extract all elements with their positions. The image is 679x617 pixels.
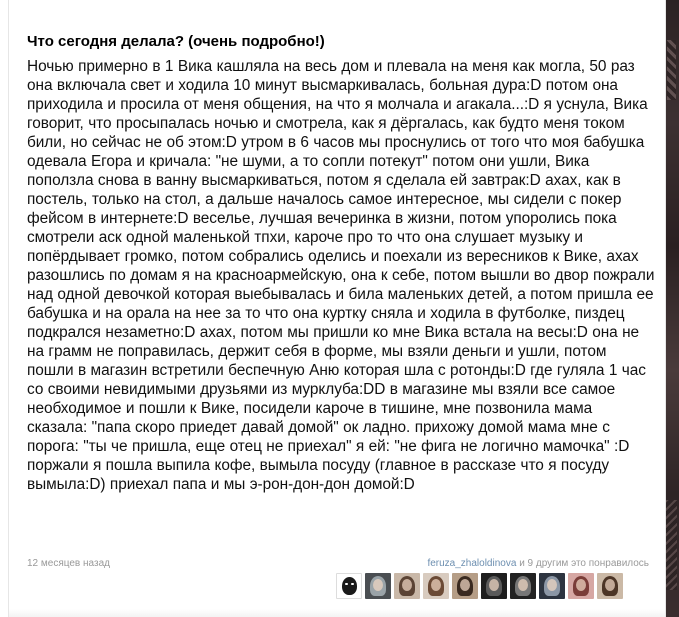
likes-others-text[interactable]: и 9 другим это понравилось — [519, 558, 649, 569]
avatar-9[interactable] — [568, 573, 594, 599]
avatar-face — [605, 579, 615, 591]
card-bottom-edge — [9, 609, 665, 617]
avatar-6[interactable] — [481, 573, 507, 599]
avatar-face — [518, 579, 528, 591]
liker-username-link[interactable]: feruza_zhaloldinova — [427, 558, 517, 569]
avatar-face — [576, 579, 586, 591]
avatar-5[interactable] — [452, 573, 478, 599]
avatar-face — [373, 579, 383, 591]
post-timestamp[interactable]: 12 месяцев назад — [27, 558, 110, 569]
question-title: Что сегодня делала? (очень подробно!) — [27, 33, 325, 50]
avatar-10[interactable] — [597, 573, 623, 599]
background-photo-strip — [664, 0, 679, 617]
avatar-face — [431, 579, 441, 591]
guy-fawkes-mask-icon — [342, 577, 357, 595]
avatar-face — [460, 579, 470, 591]
avatar-face — [547, 579, 557, 591]
avatar-face — [489, 579, 499, 591]
avatar-3[interactable] — [394, 573, 420, 599]
avatar-face — [402, 579, 412, 591]
liker-avatars — [336, 573, 623, 599]
avatar-2[interactable] — [365, 573, 391, 599]
avatar-4[interactable] — [423, 573, 449, 599]
avatar-8[interactable] — [539, 573, 565, 599]
avatar-7[interactable] — [510, 573, 536, 599]
likes-summary — [427, 558, 649, 569]
avatar-mask[interactable] — [336, 573, 362, 599]
answer-card — [8, 0, 666, 617]
answer-text: Ночью примерно в 1 Вика кашляла на весь дом и плевала на меня как могла, 50 раз она включала свет и ходила 10 минут высмаркивалась, больная дура:D потом она приходила и просила от меня общения, на что я молчала и агакала...:D я уснула, Вика говорит, что просыпалась ночью и смотрела, как я дёргалась, как будто меня током били, но сейчас не об этом:D утром в 6 часов мы проснулись от того что моя бабушка одевала Егора и кричала: "не шуми, а то сопли потекут" потом они ушли, Вика поползла снова в ванну высмаркиваться, потом я сделала ей завтрак:D ахах, как в постель, только на стол, а дальше началось самое интересное, мы сидели с покер фейсом в интернете:D веселье, лучшая вечеринка в жизни, потом упоролись пока смотрели аск одной маленькой тпхи, кароче про то что она слушает музыку и попёрдывает громко, потом собрались оделись и поехали из вересников к Вике, ахах разошлись по домам я на красноармейскую, она к себе, потом вышли во двор пожрали над одной девочкой которая выебывалась и била маленьких детей, а потом пришла ее бабушка и на орала на нее за то что она куртку сняла и ходила в футболке, пиздец подкрался незаметно:D ахах, потом мы пришли ко мне Вика встала на весы:D она не на грамм не поправилась, держит себя в форме, мы взяли деньги и ушли, потом пошли в магазин встретили беспечную Аню которая шла с ротонды:D где гуляла 1 час со своими невидимыми друзьями из мурклуба:DD в магазине мы взяли все самое необходимое и пошли к Вике, посидели кароче в тишине, мне позвонила мама сказала: "папа скоро приедет давай домой" ок ладно. прихожу домой мама мне с порога: "ты че пришла, еще отец не приехал" я ей: "не фига не логично мамочка" :D поржали я пошла выпила кофе, вымыла посуду (главное в рассказе что я посуду вымыла:D) приехал папа и мы э-рон-дон-дон домой:D — [27, 58, 655, 493]
